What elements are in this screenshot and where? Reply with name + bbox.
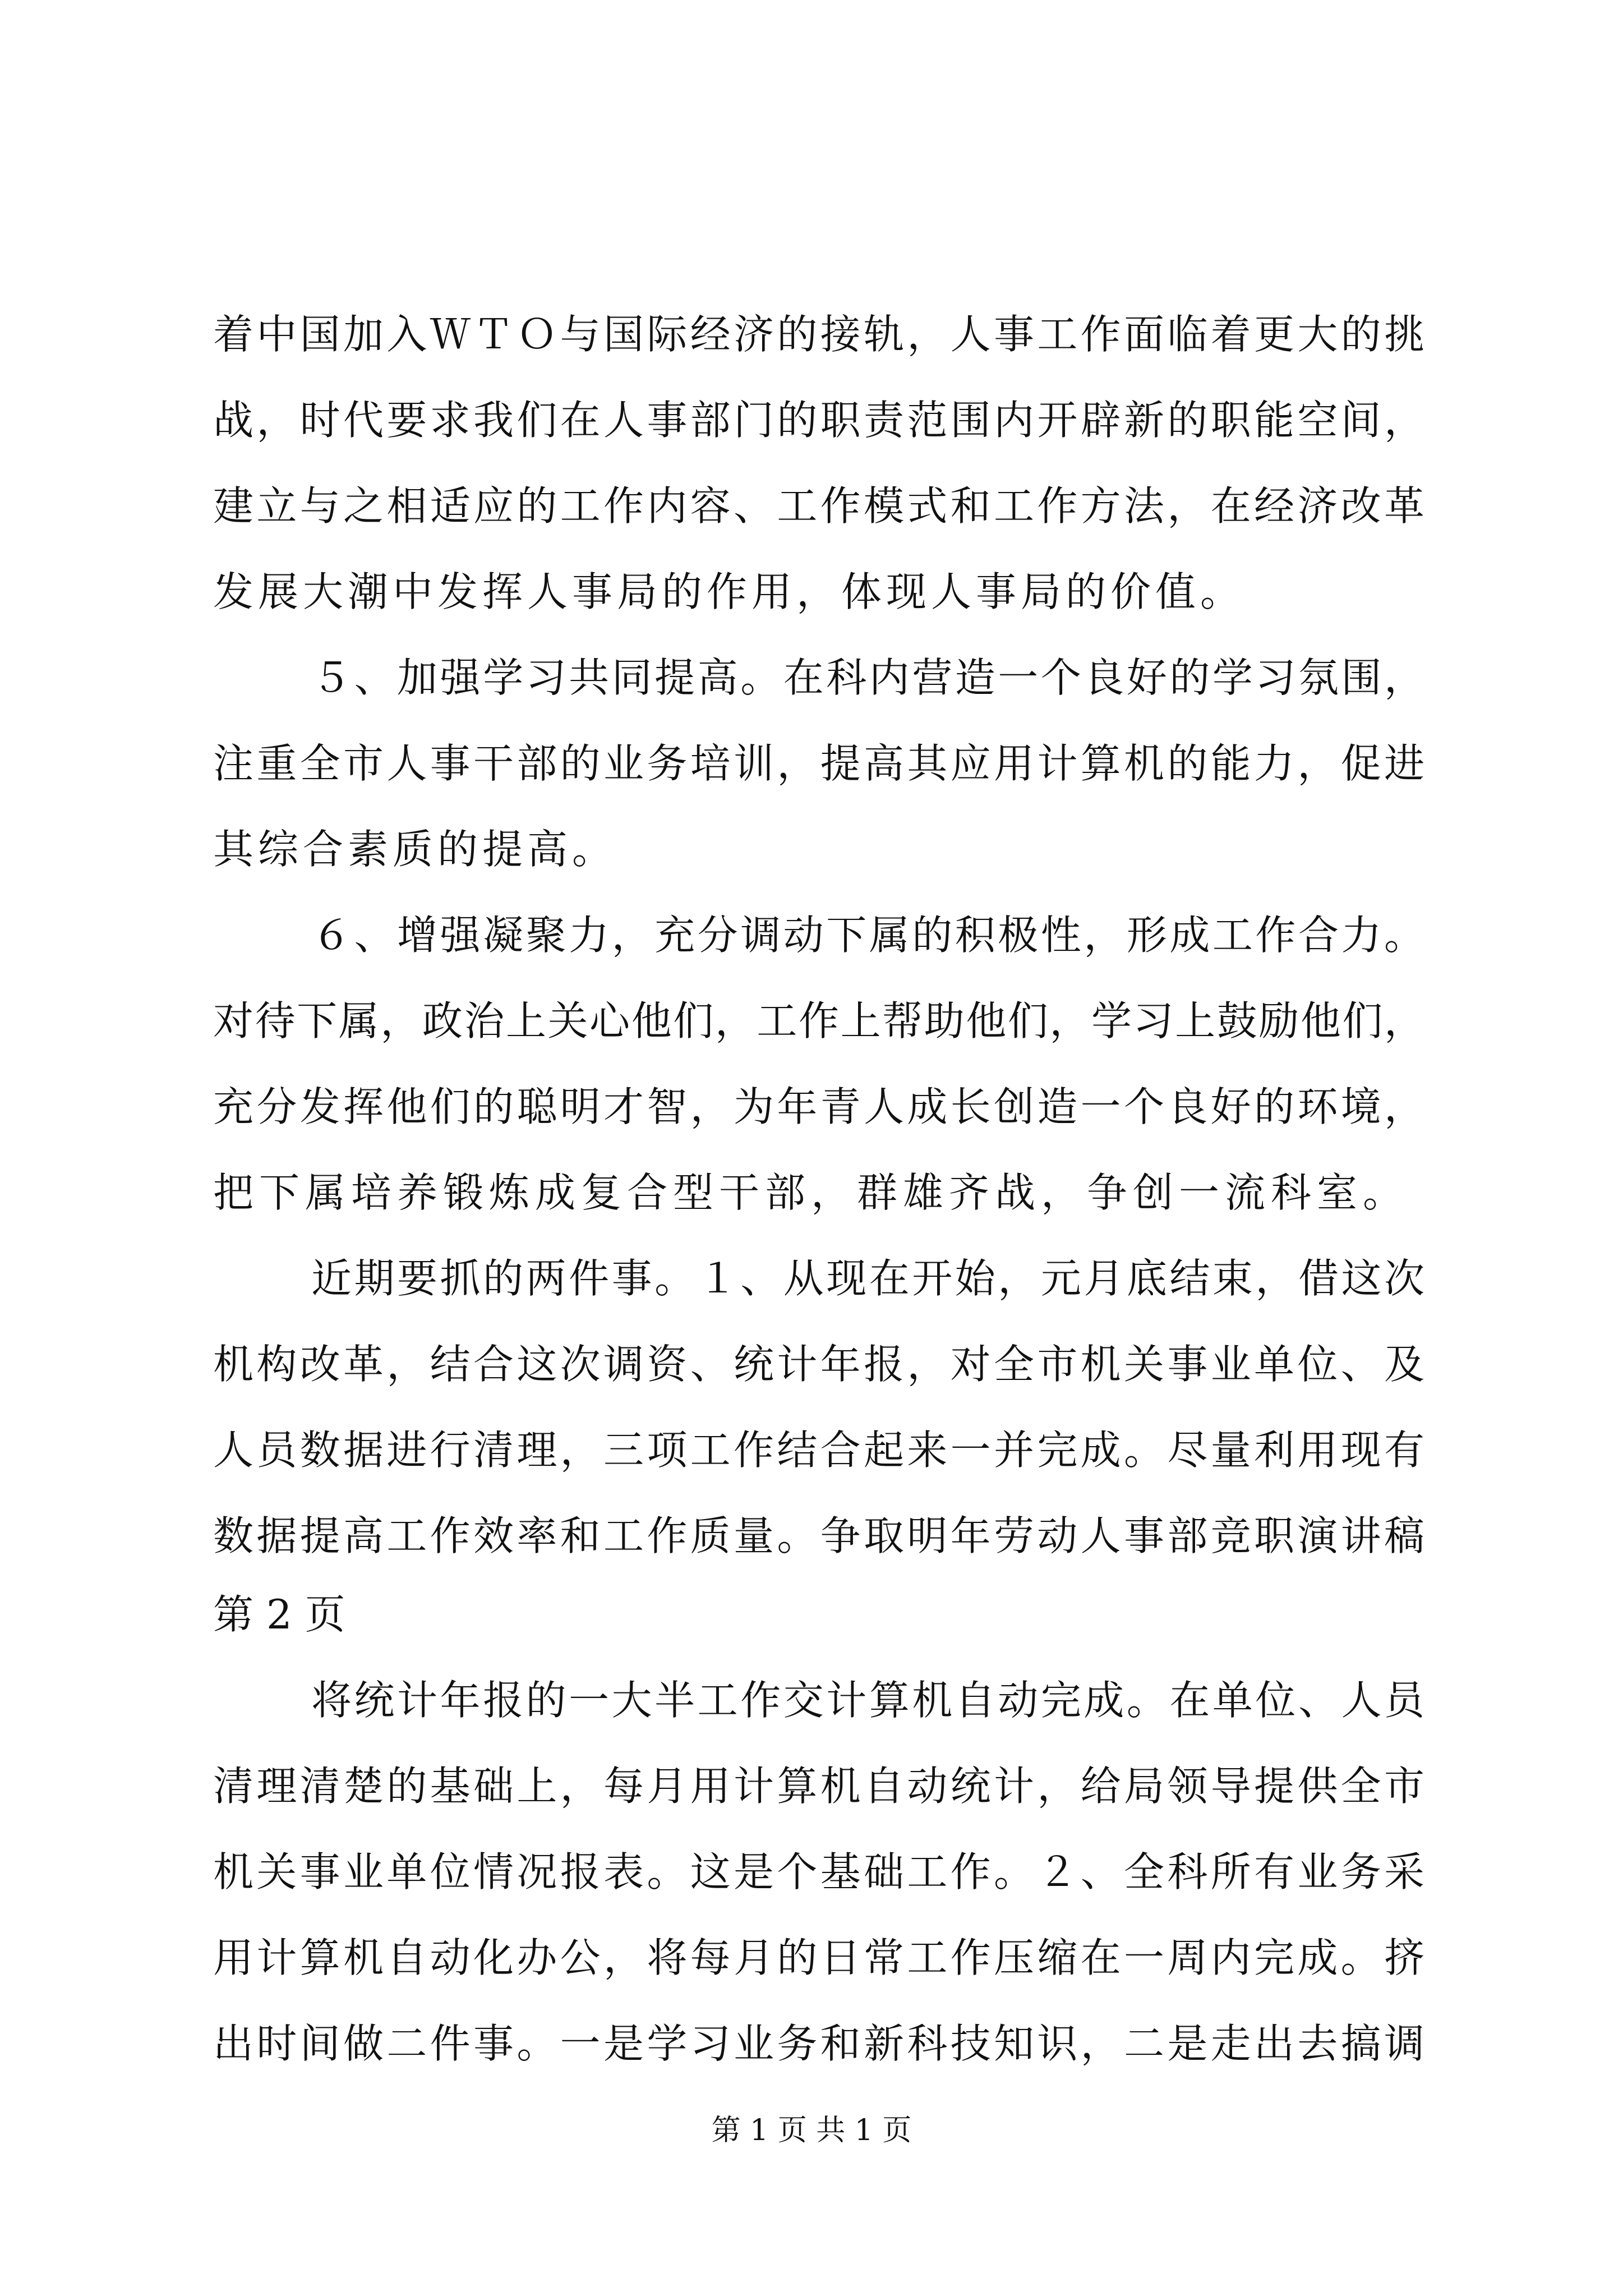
text-line: 把下属培养锻炼成复合型干部，群雄齐战，争创一流科室。 bbox=[213, 1169, 1409, 1216]
text-line: ６、增强凝聚力，充分调动下属的积极性，形成工作合力。 bbox=[311, 912, 1424, 959]
text-line: 建立与之相适应的工作内容、工作模式和工作方法，在经济改革 bbox=[213, 482, 1424, 530]
text-line: 用计算机自动化办公，将每月的日常工作压缩在一周内完成。挤 bbox=[213, 1934, 1424, 1981]
text-line: 其综合素质的提高。 bbox=[213, 826, 617, 873]
text-line: 将统计年报的一大半工作交计算机自动完成。在单位、人员 bbox=[311, 1677, 1424, 1724]
text-line: 第 2 页 bbox=[213, 1591, 345, 1638]
page-footer: 第 1 页 共 1 页 bbox=[711, 2114, 912, 2147]
text-line: 出时间做二件事。一是学习业务和新科技知识，二是走出去搞调 bbox=[213, 2020, 1424, 2067]
text-line: ５、加强学习共同提高。在科内营造一个良好的学习氛围， bbox=[311, 654, 1424, 701]
text-line: 着中国加入ＷＴＯ与国际经济的接轨，人事工作面临着更大的挑 bbox=[213, 311, 1424, 358]
text-line: 数据提高工作效率和工作质量。争取明年劳动人事部竞职演讲稿 bbox=[213, 1512, 1424, 1559]
text-line: 人员数据进行清理，三项工作结合起来一并完成。尽量利用现有 bbox=[213, 1427, 1424, 1474]
text-line: 机构改革，结合这次调资、统计年报，对全市机关事业单位、及 bbox=[213, 1341, 1424, 1388]
text-line: 机关事业单位情况报表。这是个基础工作。２、全科所有业务采 bbox=[213, 1848, 1424, 1895]
text-line: 战，时代要求我们在人事部门的职责范围内开辟新的职能空间， bbox=[213, 397, 1424, 444]
text-line: 对待下属，政治上关心他们，工作上帮助他们，学习上鼓励他们， bbox=[213, 997, 1424, 1045]
text-line: 清理清楚的基础上，每月用计算机自动统计，给局领导提供全市 bbox=[213, 1763, 1424, 1810]
text-line: 充分发挥他们的聪明才智，为年青人成长创造一个良好的环境， bbox=[213, 1083, 1424, 1130]
text-line: 注重全市人事干部的业务培训，提高其应用计算机的能力，促进 bbox=[213, 740, 1424, 787]
text-line: 发展大潮中发挥人事局的作用，体现人事局的价值。 bbox=[213, 568, 1246, 615]
text-line: 近期要抓的两件事。１、从现在开始，元月底结束，借这次 bbox=[311, 1255, 1424, 1302]
